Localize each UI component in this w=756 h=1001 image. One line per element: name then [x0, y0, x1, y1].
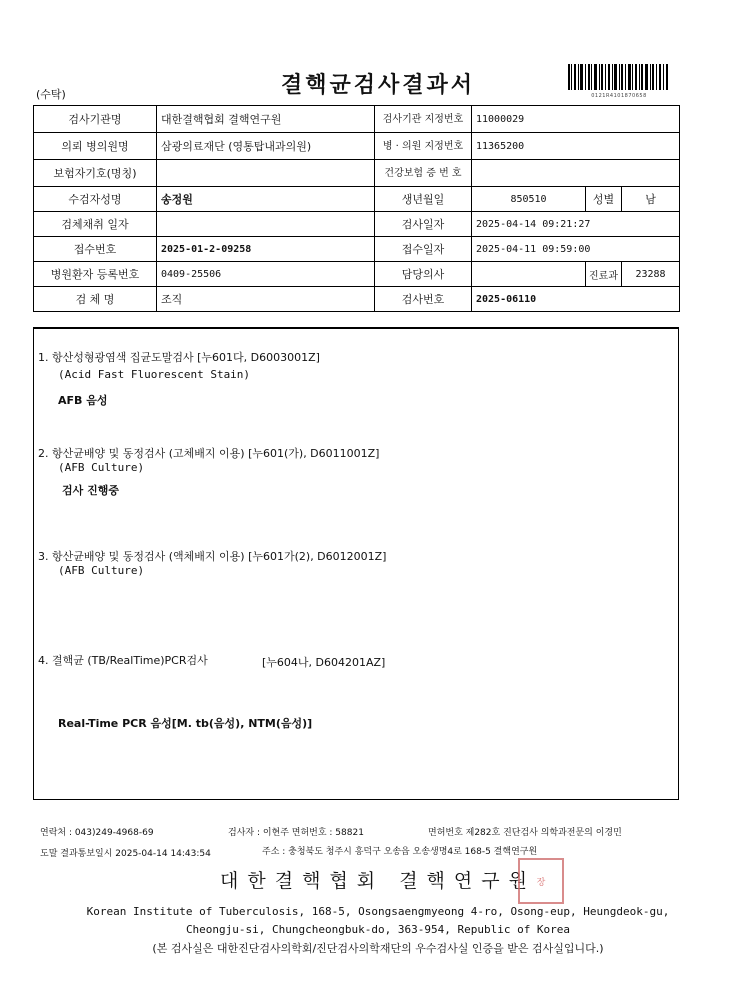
test-result: 검사 진행중 [62, 484, 119, 497]
document-title: 결핵균검사결과서 [280, 73, 476, 98]
specimen-value: 조직 [157, 287, 375, 312]
department-value: 23288 [622, 262, 680, 287]
field-label: 수검자성명 [34, 187, 157, 212]
info-row [34, 212, 680, 237]
english-address-line-2: Cheongju-si, Chungcheongbuk-do, 363-954, Republic of Korea [185, 923, 571, 936]
field-label: 의뢰 병의원명 [34, 133, 157, 160]
field-label: 진료과 [586, 262, 622, 287]
inspector-info: 검사자 : 이현주 면허번호 : 58821 [228, 828, 364, 838]
info-row [34, 106, 680, 133]
seal-text: 장 [536, 877, 546, 888]
test-subtitle: (AFB Culture) [58, 564, 145, 577]
field-label: 보험자기호(명칭) [34, 160, 157, 187]
field-label: 접수일자 [375, 237, 472, 262]
barcode-number: 0121R4101870658 [591, 93, 647, 99]
field-label: 검사기관명 [34, 106, 157, 133]
info-row [34, 187, 680, 212]
field-label: 담당의사 [375, 262, 472, 287]
test-heading: 3. 항산균배양 및 동정검사 (액체배지 이용) [누601가(2), D6012001Z] [38, 550, 387, 563]
test-heading: 1. 항산성형광염색 집균도말검사 [누601다, D6003001Z] [38, 351, 320, 364]
hospital-patient-id: 0409-25506 [157, 262, 375, 287]
info-row [34, 262, 680, 287]
field-value: 삼광의료재단 (영통탑내과의원) [157, 133, 375, 160]
report-time: 도말 결과통보일시 2025-04-14 14:43:54 [40, 849, 211, 859]
field-label: 검사기관 지정번호 [375, 106, 472, 133]
director-info: 면허번호 제282호 진단검사 의학과전문의 이경민 [428, 828, 622, 838]
field-value [157, 212, 375, 237]
field-value: 11365200 [472, 133, 680, 160]
field-label: 접수번호 [34, 237, 157, 262]
info-row [34, 133, 680, 160]
info-row [34, 160, 680, 187]
field-value: 대한결핵협회 결핵연구원 [157, 106, 375, 133]
test-heading: 2. 항산균배양 및 동정검사 (고체배지 이용) [누601(가), D6011001Z] [38, 447, 380, 460]
field-label: 병 · 의원 지정번호 [375, 133, 472, 160]
address: 주소 : 충청북도 청주시 흥덕구 오송읍 오송생명4로 168-5 결핵연구원 [262, 847, 538, 857]
official-seal [518, 858, 564, 904]
test-heading: 4. 결핵균 (TB/RealTime)PCR검사 [38, 654, 208, 667]
barcode-icon [568, 64, 670, 90]
test-date: 2025-04-14 09:21:27 [472, 212, 680, 237]
field-label: 검체채취 일자 [34, 212, 157, 237]
field-value: 11000029 [472, 106, 680, 133]
contact-info: 연락처 : 043)249-4968-69 [40, 828, 154, 838]
info-row [34, 237, 680, 262]
field-value [157, 160, 375, 187]
test-subtitle: (Acid Fast Fluorescent Stain) [58, 368, 251, 381]
patient-info-table [33, 105, 680, 312]
certification-note: (본 검사실은 대한진단검사의학회/진단검사의학재단의 우수검사실 인증을 받은 검사실입니다.) [152, 942, 604, 955]
organization-name: 대한결핵협회 결핵연구원 [220, 870, 536, 892]
receipt-number: 2025-01-2-09258 [157, 237, 375, 262]
field-label: 검사번호 [375, 287, 472, 312]
test-code: [누604나, D604201AZ] [262, 656, 386, 669]
field-label: 검사일자 [375, 212, 472, 237]
field-label: 검 체 명 [34, 287, 157, 312]
field-label: 병원환자 등록번호 [34, 262, 157, 287]
test-number: 2025-06110 [472, 287, 680, 312]
field-label: 건강보험 증 번 호 [375, 160, 472, 187]
receipt-label: (수탁) [36, 88, 66, 101]
doctor-value [472, 262, 586, 287]
patient-name: 송정원 [157, 187, 375, 212]
results-box [33, 327, 679, 800]
birth-date: 850510 [472, 187, 586, 212]
sex-value: 남 [622, 187, 680, 212]
test-result: AFB 음성 [58, 394, 108, 407]
receipt-date: 2025-04-11 09:59:00 [472, 237, 680, 262]
test-result: Real-Time PCR 음성[M. tb(음성), NTM(음성)] [58, 717, 313, 730]
field-value [472, 160, 680, 187]
field-label: 생년월일 [375, 187, 472, 212]
english-address-line-1: Korean Institute of Tuberculosis, 168-5, Osongsaengmyeong 4-ro, Osong-eup, Heungdeok-gu, [86, 905, 670, 918]
field-label: 성별 [586, 187, 622, 212]
info-row [34, 287, 680, 312]
test-subtitle: (AFB Culture) [58, 461, 145, 474]
